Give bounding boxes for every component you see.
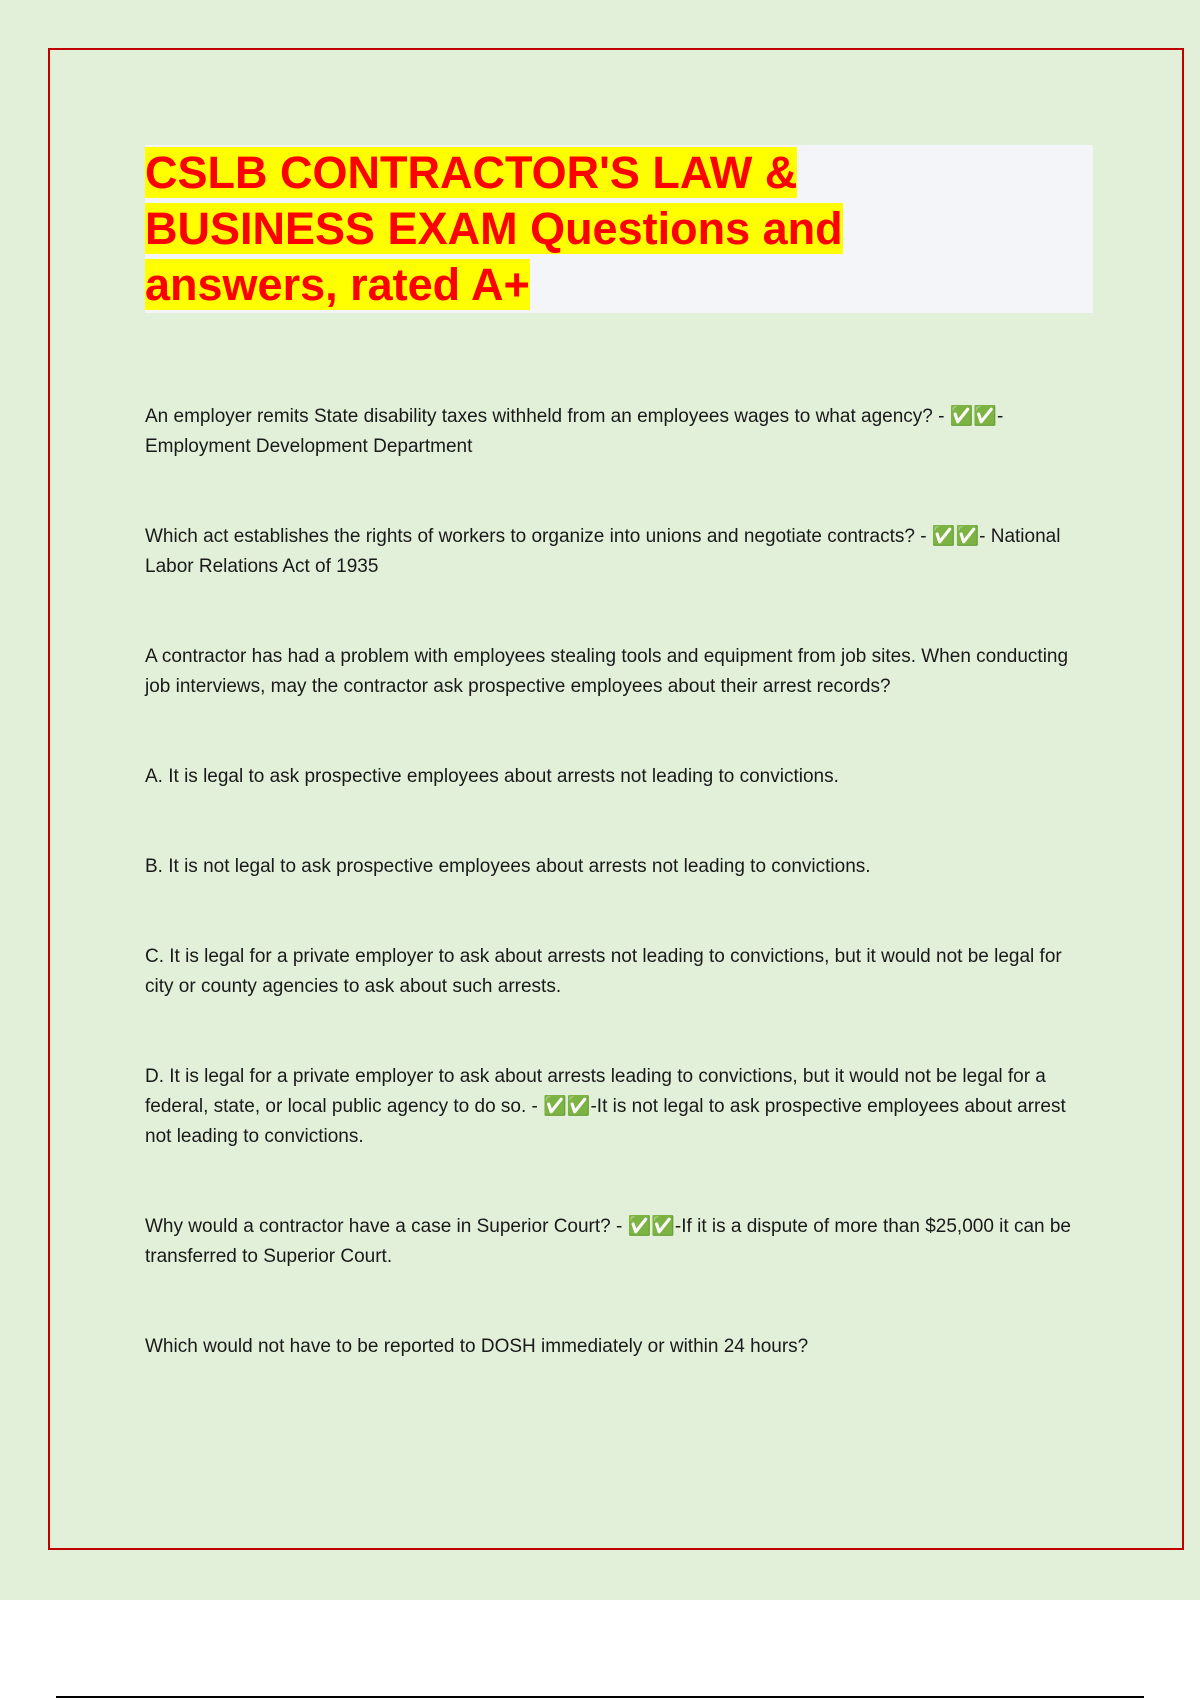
option-c: C. It is legal for a private employer to ask about arrests not leading to convictions, but it would not be legal for city or county agencies to ask about such arrests. (145, 946, 1062, 997)
question-4: Why would a contractor have a case in Superior Court? - ✅✅-If it is a dispute of more than $25,000 it can be transferred to Superior Court. (145, 1216, 1071, 1267)
option-b: B. It is not legal to ask prospective employees about arrests not leading to convictions. (145, 856, 871, 877)
footer-rule (56, 1696, 1144, 1698)
document-title (145, 145, 905, 313)
question-1: An employer remits State disability taxes withheld from an employees wages to what agency? - ✅✅- Employment Development Department (145, 406, 1004, 457)
option-d: D. It is legal for a private employer to ask about arrests leading to convictions, but it would not be legal for a federal, state, or local public agency to do so. - ✅✅-It is not legal to ask prospective employees about arrest not leading to convictions. (145, 1066, 1066, 1147)
title-block (145, 145, 1093, 313)
question-5: Which would not have to be reported to DOSH immediately or within 24 hours? (145, 1336, 809, 1357)
option-a: A. It is legal to ask prospective employees about arrests not leading to convictions. (145, 766, 839, 787)
document-body (145, 402, 1080, 1362)
question-3: A contractor has had a problem with employees stealing tools and equipment from job sites. When conducting job interviews, may the contractor ask prospective employees about their arrest records? (145, 646, 1069, 697)
question-2: Which act establishes the rights of workers to organize into unions and negotiate contracts? - ✅✅- National Labor Relations Act of 1935 (145, 526, 1061, 577)
document-title-text: CSLB CONTRACTOR'S LAW & BUSINESS EXAM Questions and answers, rated A+ (145, 147, 843, 310)
